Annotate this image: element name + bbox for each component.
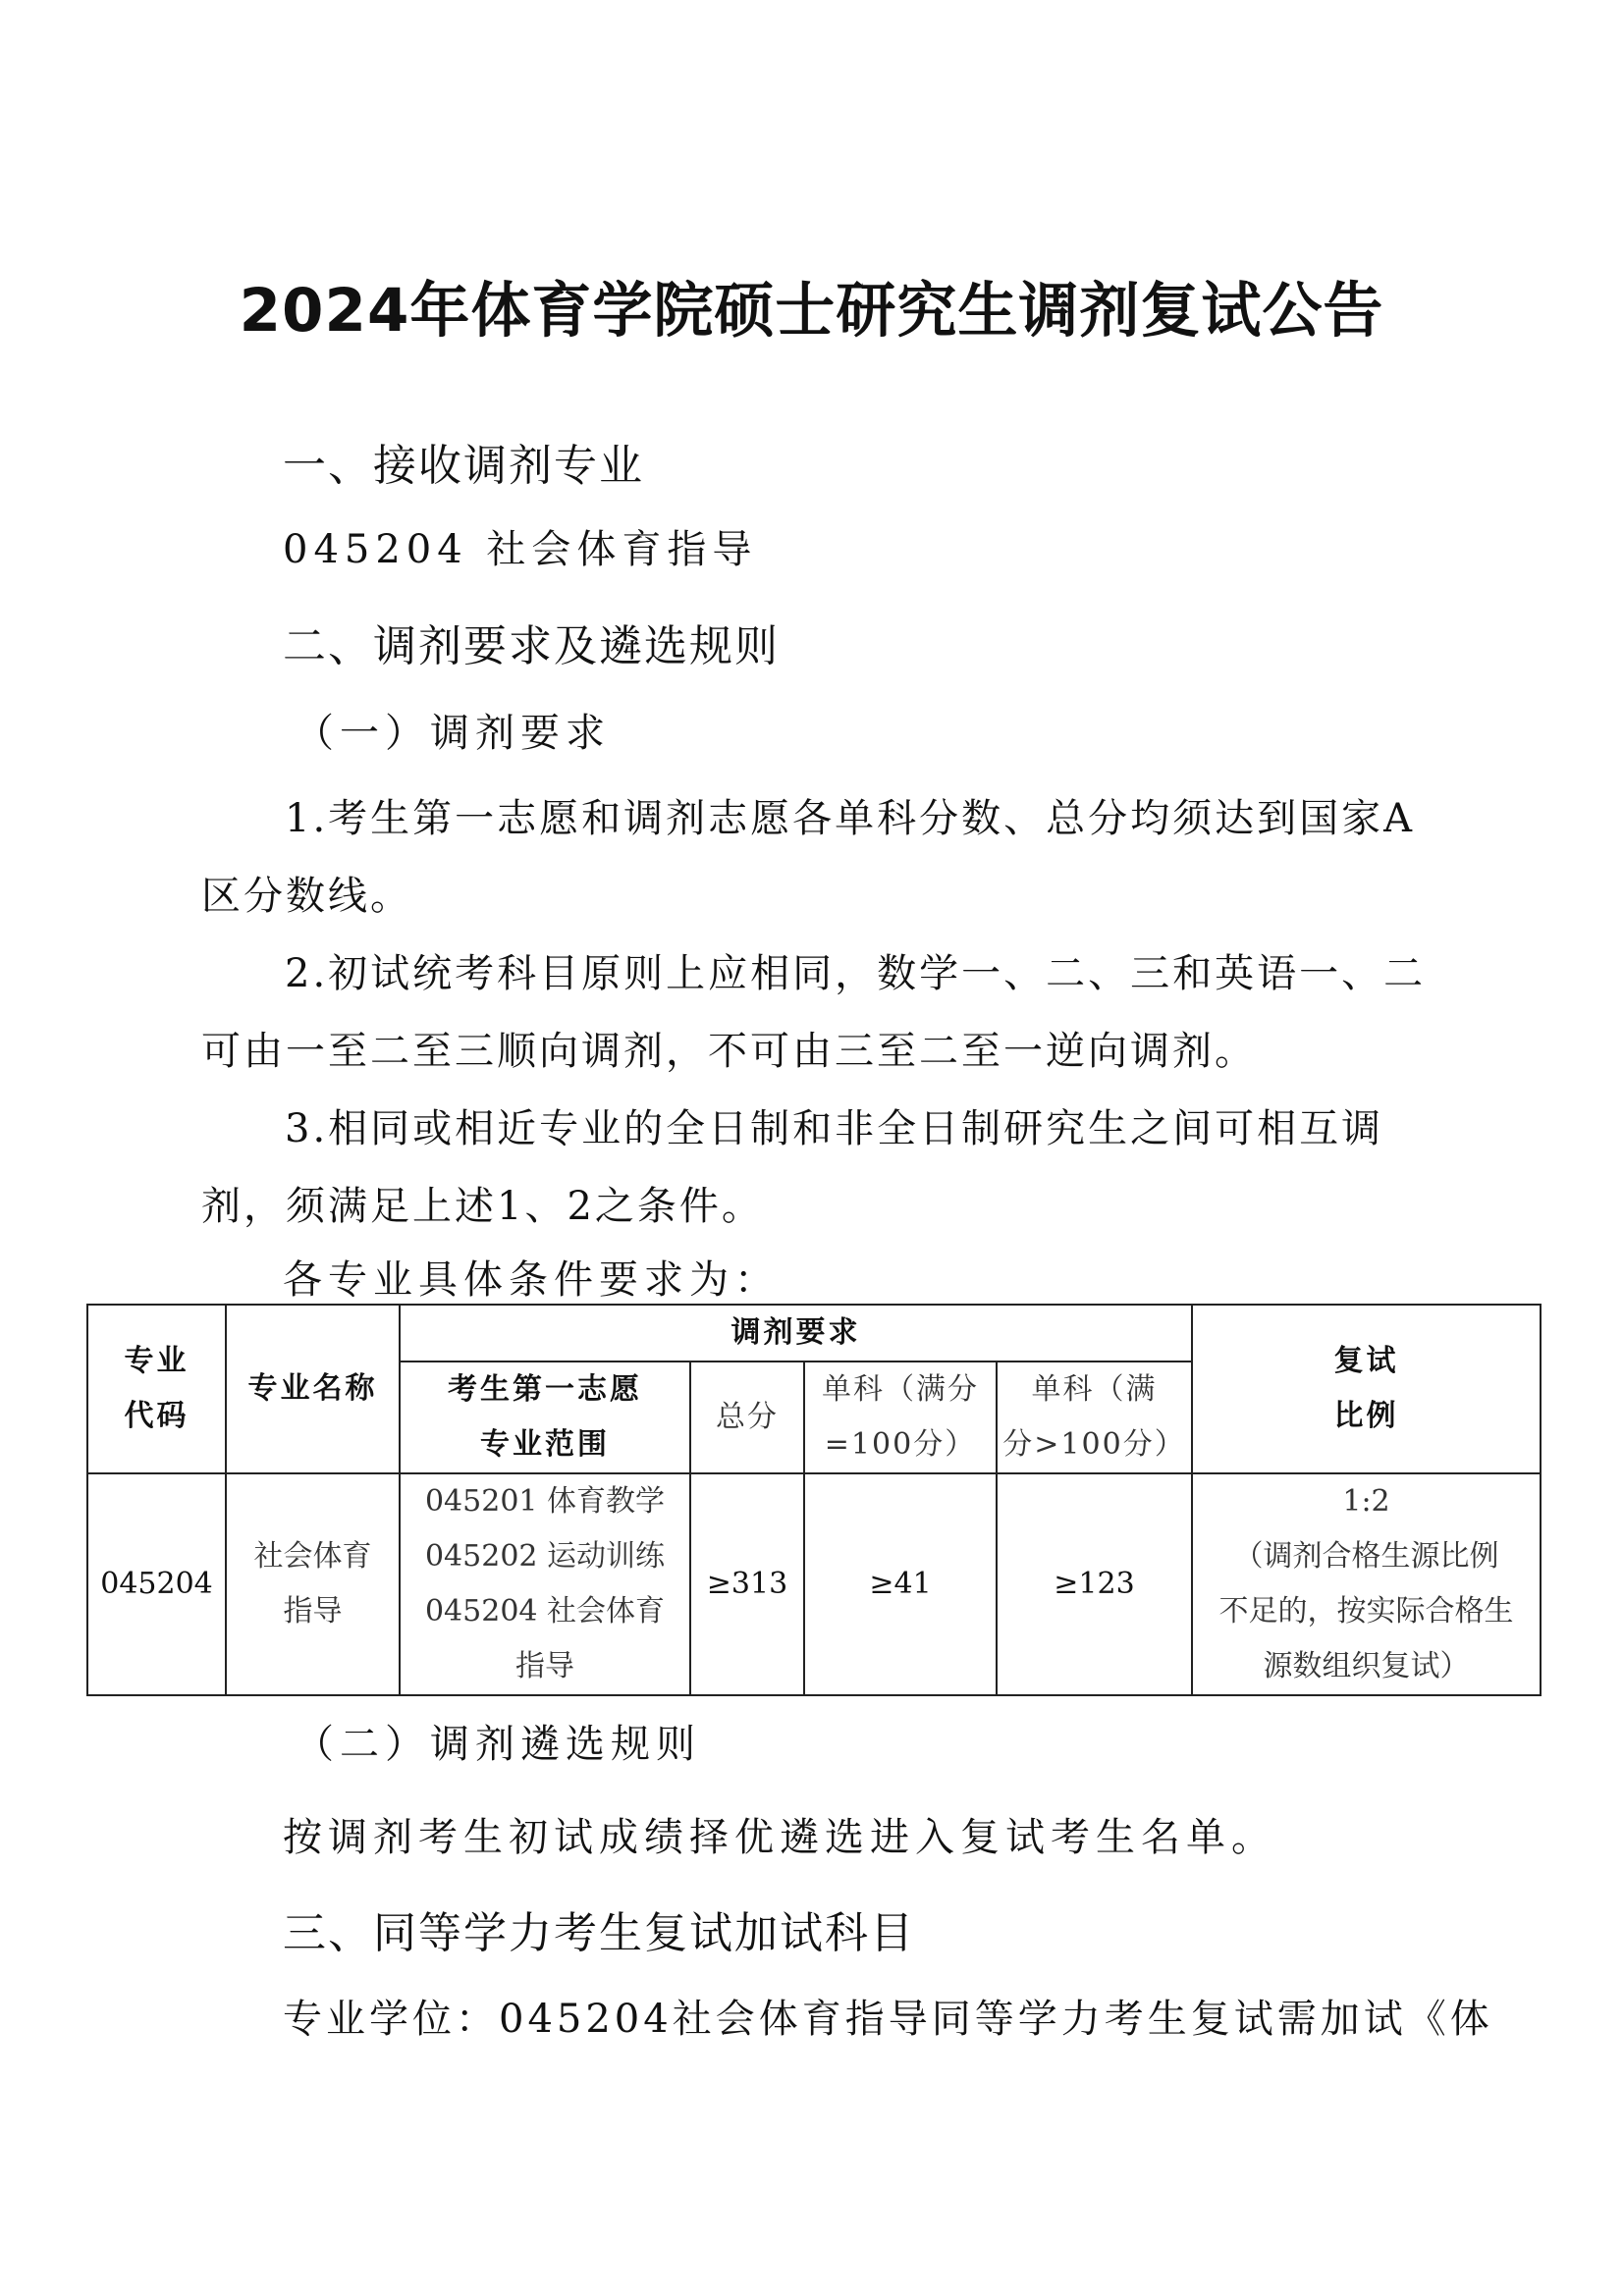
row-single-100: ≥41 bbox=[804, 1473, 997, 1695]
header-code: 专业 代码 bbox=[87, 1305, 226, 1473]
section1-major: 045204 社会体育指导 bbox=[283, 527, 758, 572]
row-ratio: 1:2 （调剂合格生源比例 不足的，按实际合格生 源数组织复试） bbox=[1192, 1473, 1541, 1695]
row-scope: 045201 体育教学 045202 运动训练 045204 社会体育 指导 bbox=[400, 1473, 690, 1695]
selection-rule: 按调剂考生初试成绩择优遴选进入复试考生名单。 bbox=[283, 1815, 1276, 1860]
requirement-item-2: 2.初试统考科目原则上应相同，数学一、二、三和英语一、二可由一至二至三顺向调剂，不可由三至二至一逆向调剂。 bbox=[201, 951, 1427, 1074]
header-single-100: 单科（满分 =100分） bbox=[804, 1362, 997, 1473]
header-name: 专业名称 bbox=[226, 1305, 400, 1473]
requirement-item-3: 3.相同或相近专业的全日制和非全日制研究生之间可相互调剂，须满足上述1、2之条件。 bbox=[201, 1106, 1384, 1229]
header-single-gt100: 单科（满 分>100分） bbox=[997, 1362, 1192, 1473]
requirements-table bbox=[86, 1304, 1542, 1696]
page-title: 2024年体育学院硕士研究生调剂复试公告 bbox=[239, 276, 1384, 346]
row-name: 社会体育 指导 bbox=[226, 1473, 400, 1695]
header-requirements: 调剂要求 bbox=[400, 1305, 1192, 1362]
section3-heading: 三、同等学力考生复试加试科目 bbox=[283, 1908, 915, 1958]
section2-heading: 二、调剂要求及遴选规则 bbox=[283, 621, 780, 671]
section2-sub1: （一）调剂要求 bbox=[295, 711, 611, 756]
requirement-item-1: 1.考生第一志愿和调剂志愿各单科分数、总分均须达到国家A区分数线。 bbox=[201, 796, 1416, 919]
section2-sub2: （二）调剂遴选规则 bbox=[295, 1722, 701, 1767]
header-ratio: 复试 比例 bbox=[1192, 1305, 1541, 1473]
row-single-gt100: ≥123 bbox=[997, 1473, 1192, 1695]
row-total: ≥313 bbox=[690, 1473, 804, 1695]
section1-heading: 一、接收调剂专业 bbox=[283, 441, 644, 491]
header-scope: 考生第一志愿 专业范围 bbox=[400, 1362, 690, 1473]
header-total: 总分 bbox=[690, 1362, 804, 1473]
table-intro: 各专业具体条件要求为： bbox=[283, 1257, 780, 1303]
section3-text: 专业学位：045204社会体育指导同等学力考生复试需加试《体 bbox=[283, 1997, 1493, 2042]
row-code: 045204 bbox=[87, 1473, 226, 1695]
